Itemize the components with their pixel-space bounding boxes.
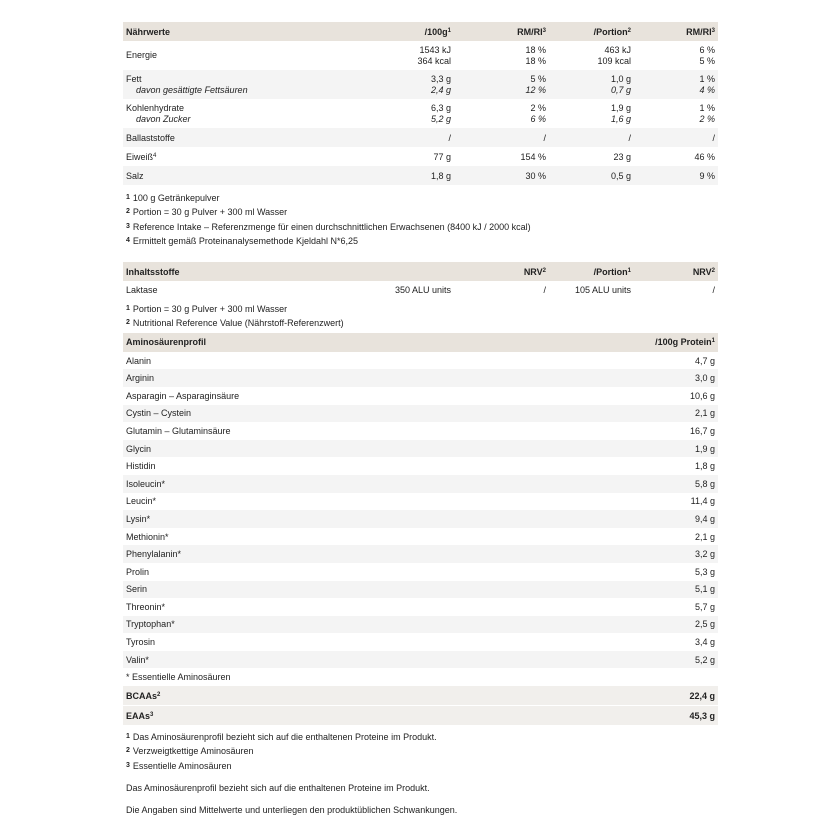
amino-value: 2,5 g [694,619,715,630]
footnote: $^1$ 100 g Getränkepulver [126,193,220,203]
amino-value: 5,8 g [694,478,715,489]
amino-name: Lysin* [126,513,151,524]
amino-value: 5,3 g [694,566,715,577]
amino-header: Aminosäurenprofil /100g Protein$^1$ [123,333,718,352]
amino-name: Glutamin – Glutaminsäure [126,425,231,436]
table-row [123,528,718,546]
amino-value: 2,1 g [694,408,715,419]
table-row: Laktase 350 ALU units / 105 ALU units / [126,285,715,296]
amino-name: Isoleucin* [126,478,166,489]
amino-name: Phenylalanin* [126,549,182,560]
table-row [123,493,718,511]
table-row [123,457,718,475]
col-per100: $/100g^1$ [424,26,451,37]
amino-name: Leucin* [126,496,157,507]
col-name: Nährwerte [126,26,171,37]
amino-value: 5,7 g [694,601,715,612]
table-row [123,387,718,405]
table-row: Energie 1543 kJ 364 kcal 18 % 18 % 463 kJ 109 kcal 6 % 5 % [126,44,715,66]
table-row [123,651,718,669]
essential-note: * Essentielle Aminosäuren [126,672,231,683]
table-row [123,633,718,651]
amino-name: Tyrosin [126,637,156,648]
footnote: $^4$ Ermittelt gemäß Proteinanalysemethode Kjeldahl N*6,25 [126,235,359,246]
table-row: Eiweiß$^4$ 77 g 154 % 23 g 46 % [126,151,715,162]
ingredients-footnotes [123,299,718,331]
table-row [123,616,718,634]
amino-name: Serin [126,584,148,595]
table-row [123,598,718,616]
amino-value: 9,4 g [694,513,715,524]
table-row [123,563,718,581]
nutrition-footnotes [123,185,718,248]
note-1: Das Aminosäurenprofil bezieht sich auf die enthaltenen Proteine im Produkt. [126,782,430,793]
amino-footnotes [123,725,718,773]
bcaa-row: BCAAs$^2$ 22,4 g [123,686,718,705]
footnote: $^1$ Das Aminosäurenprofil bezieht sich auf die enthaltenen Proteine im Produkt. [126,732,437,743]
amino-name: Asparagin – Asparaginsäure [126,390,240,401]
amino-name: Cystin – Cystein [126,408,192,419]
amino-name: Tryptophan* [126,619,175,630]
amino-name: Arginin [126,373,155,384]
amino-value: 1,8 g [694,461,715,472]
amino-value: 5,1 g [694,584,715,595]
footnote: $^3$ Reference Intake – Referenzmenge für einen durchschnittlichen Erwachsenen (8400 kJ / 2000 kcal) [126,221,531,232]
amino-name: Prolin [126,566,150,577]
ingredients-table [123,262,718,299]
amino-value: 5,2 g [694,654,715,665]
amino-value: 3,4 g [694,637,715,648]
table-row [123,581,718,599]
ingredients-header: Inhaltsstoffe NRV$^2$ /Portion$^1$ NRV$^2$ [123,262,718,281]
table-row: Fett davon gesättigte Fettsäuren 3,3 g 2,4 g 5 % 12 % 1,0 g 0,7 g 1 % 4 % [123,70,718,99]
table-row [123,422,718,440]
amino-value: 10,6 g [689,390,715,401]
table-row [123,405,718,423]
note-2: Die Angaben sind Mittelwerte und unterliegen den produktüblichen Schwankungen. [126,804,458,815]
col-rm2: $RM/RI^3$ [686,26,715,37]
footnote: $^2$ Verzweigtkettige Aminosäuren [126,746,254,757]
amino-value: 4,7 g [694,355,715,366]
table-row [123,475,718,493]
amino-name: Histidin [126,461,156,472]
footnote: $^1$ Portion = 30 g Pulver + 300 ml Wasser [126,304,288,315]
nutrition-header [123,22,718,41]
amino-value: 11,4 g [690,496,715,507]
table-row [123,352,718,370]
amino-name: Valin* [126,654,149,665]
table-row: Kohlenhydrate davon Zucker 6,3 g 5,2 g 2 % 6 % 1,9 g 1,6 g 1 % 2 % [126,102,715,124]
table-row: Ballaststoffe / / / / [123,128,718,147]
footnote: $^2$ Nutritional Reference Value (Nährstoff-Referenzwert) [126,318,344,329]
col-rm1: $RM/RI^3$ [517,26,546,37]
amino-value: 3,0 g [694,373,715,384]
amino-value: 16,7 g [689,425,715,436]
amino-rows [123,352,718,669]
table-row [123,369,718,387]
nutrition-document [123,22,718,815]
footnote: $^2$ Portion = 30 g Pulver + 300 ml Wasser [126,207,288,218]
amino-name: Threonin* [126,601,166,612]
table-row: Salz 1,8 g 30 % 0,5 g 9 % [123,166,718,185]
table-row [123,545,718,563]
table-row [123,440,718,458]
amino-value: 2,1 g [694,531,715,542]
table-row [123,510,718,528]
amino-value: 3,2 g [694,549,715,560]
amino-table [123,333,718,725]
amino-name: Alanin [126,355,152,366]
nutrition-table [123,22,718,185]
amino-name: Glycin [126,443,152,454]
eaa-row: EAAs$^3$ 45,3 g [123,706,718,725]
col-portion: /Portion$^2$ [593,26,631,37]
footnote: $^3$ Essentielle Aminosäuren [126,760,232,771]
amino-value: 1,9 g [694,443,715,454]
amino-name: Methionin* [126,531,169,542]
